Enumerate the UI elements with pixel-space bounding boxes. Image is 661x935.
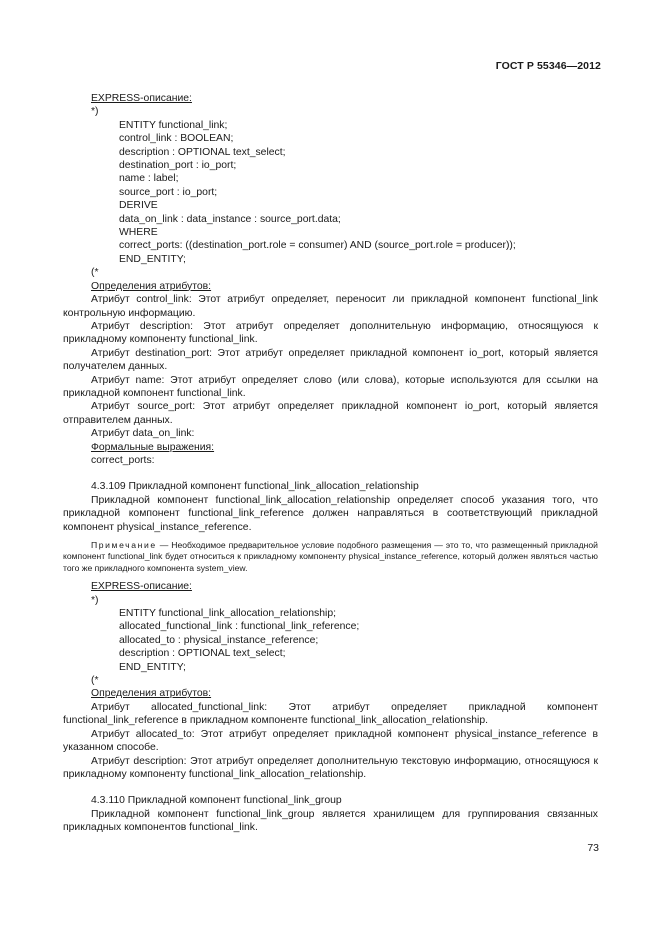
code-line: ENTITY functional_link; (119, 119, 228, 131)
code-line: description : OPTIONAL text_select; (119, 648, 286, 660)
attr-definition: Атрибут description: Этот атрибут определяет дополнительную информацию, относящуюся к прикладному компоненту functional_link. (63, 320, 598, 346)
section-heading-4-3-109: 4.3.109 Прикладной компонент functional_link_allocation_relationship (91, 481, 419, 493)
express-close-marker: (* (91, 675, 99, 687)
attr-definition: Атрибут data_on_link: (91, 428, 195, 440)
code-line: correct_ports: ((destination_port.role = consumer) AND (source_port.role = producer)); (119, 240, 516, 252)
code-line: description : OPTIONAL text_select; (119, 146, 286, 158)
express-title: EXPRESS-описание: (91, 581, 192, 593)
code-line: destination_port : io_port; (119, 160, 237, 172)
attr-definition: Атрибут name: Этот атрибут определяет слово (или слова), которые используются для ссылки на прикладной компонент functional_link. (63, 374, 598, 399)
express-title: EXPRESS-описание: (91, 93, 192, 104)
note (63, 540, 598, 574)
attr-definition: Атрибут control_link: Этот атрибут определяет, переносит ли прикладной компонент functional_link контрольную информацию. (63, 294, 598, 319)
express-close-marker: (* (91, 267, 99, 279)
code-line: allocated_to : physical_instance_reference; (119, 634, 319, 646)
attr-definition: Атрибут description: Этот атрибут определяет дополнительную текстовую информацию, относящуюся к прикладному компоненту functional_link_allocation_relationship. (63, 755, 598, 780)
attr-definition: Атрибут allocated_to: Этот атрибут определяет прикладной компонент physical_instance_reference в указанном способе. (63, 728, 598, 754)
page-number: 73 (587, 841, 599, 854)
code-line: control_link : BOOLEAN; (119, 133, 234, 145)
code-line: WHERE (119, 227, 158, 239)
code-line: END_ENTITY; (119, 253, 186, 265)
code-line: DERIVE (119, 200, 158, 212)
attr-definitions-title: Определения атрибутов: (91, 280, 212, 292)
formal-expression-item: correct_ports: (91, 454, 155, 466)
code-line: data_on_link : data_instance : source_port.data; (119, 213, 341, 225)
formal-expressions-title: Формальные выражения: (91, 441, 215, 453)
attr-definitions-title: Определения атрибутов: (91, 688, 212, 700)
page-content (63, 92, 598, 835)
section-heading-4-3-110: 4.3.110 Прикладной компонент functional_link_group (91, 795, 342, 807)
code-line: END_ENTITY; (119, 661, 186, 673)
document-header: ГОСТ Р 55346—2012 (495, 60, 601, 72)
code-line: source_port : io_port; (119, 186, 218, 198)
section-body: Прикладной компонент functional_link_group является хранилищем для группирования связанных прикладных компонентов functional_link. (63, 808, 598, 834)
attr-definition: Атрибут source_port: Этот атрибут определяет прикладной компонент io_port, который является отправителем данных. (63, 401, 598, 426)
note-label: Примечание (91, 540, 157, 550)
attr-definition: Атрибут destination_port: Этот атрибут определяет прикладной компонент io_port, который является получателем данных. (63, 347, 598, 373)
express-open-marker: *) (91, 594, 99, 606)
note-text: — Необходимое предварительное условие подобного размещения — это то, что размещенный прикладной компонент functional_link будет относиться к прикладному компоненту physical_instance_reference, который должен являться частью того же прикладного компонента system_view. (63, 540, 598, 573)
code-line: ENTITY functional_link_allocation_relationship; (119, 608, 336, 620)
attr-definition: Атрибут allocated_functional_link: Этот атрибут определяет прикладной компонент functional_link_reference в прикладном компоненте functional_link_allocation_relationship. (63, 701, 598, 727)
section-body: Прикладной компонент functional_link_allocation_relationship определяет способ указания того, что прикладной компонент functional_link_reference должен направляться в соответствующий прикладной компонент physical_instance_reference. (63, 494, 598, 533)
code-line: name : label; (119, 173, 179, 185)
express-open-marker: *) (91, 106, 99, 118)
code-line: allocated_functional_link : functional_link_reference; (119, 621, 360, 633)
